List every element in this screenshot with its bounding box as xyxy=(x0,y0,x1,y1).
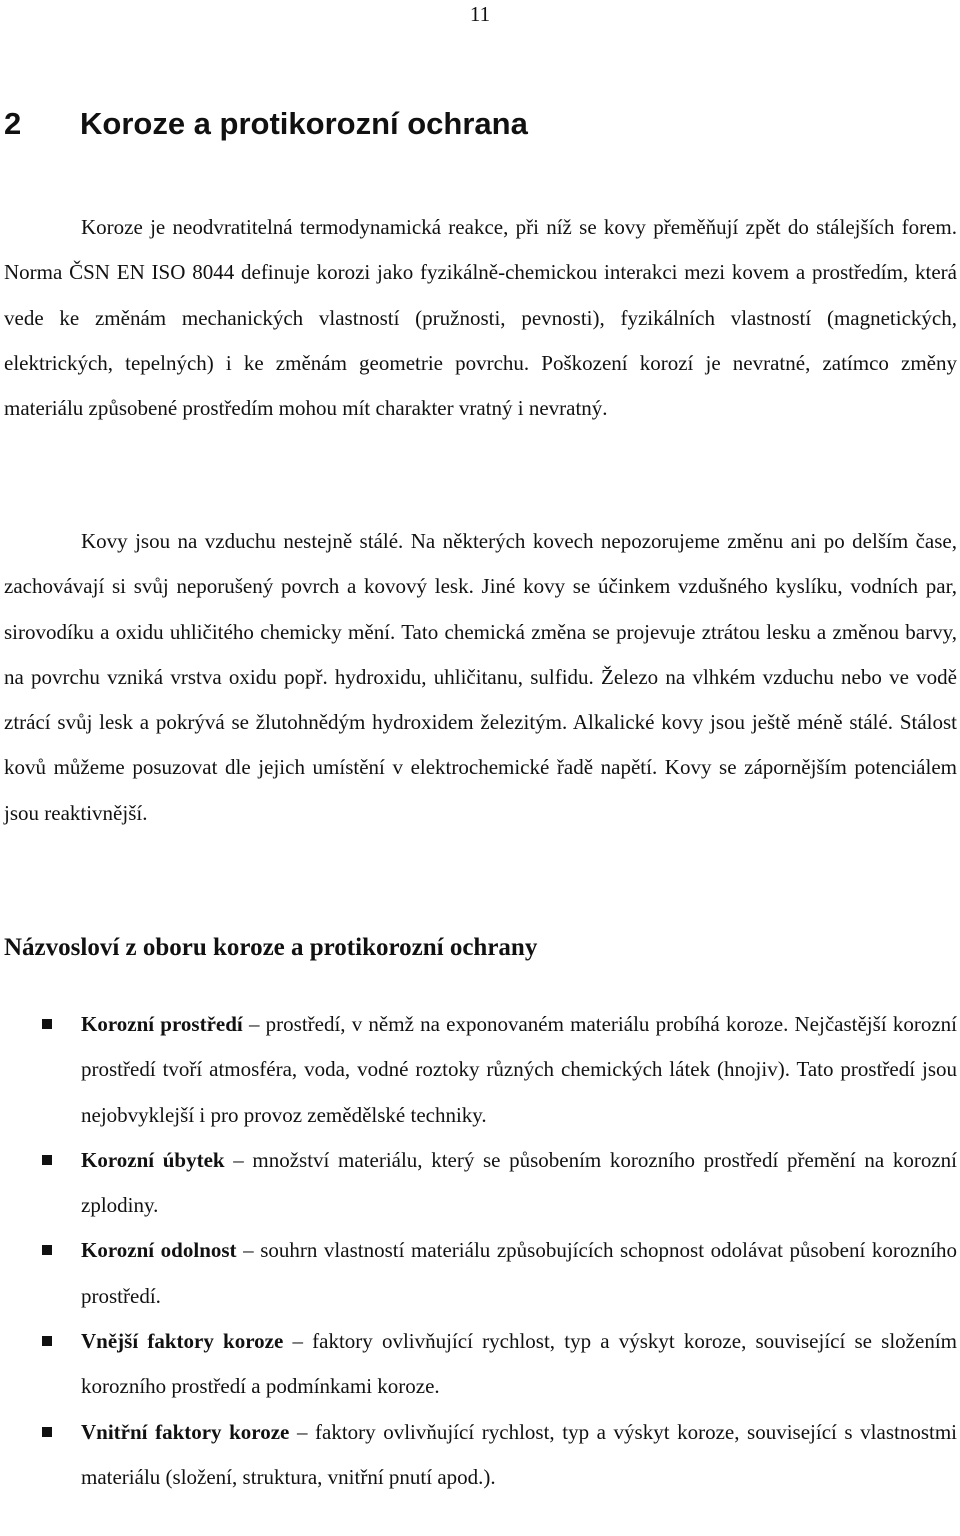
square-bullet-icon xyxy=(42,1336,52,1346)
list-item xyxy=(0,1410,960,1501)
page-number: 11 xyxy=(469,2,491,26)
term-name: Korozní úbytek xyxy=(81,1147,225,1172)
term-name: Vnitřní faktory koroze xyxy=(81,1419,290,1444)
term-definition: – souhrn vlastností materiálu způsobujících schopnost odolávat působení korozního prostředí. xyxy=(81,1238,958,1308)
square-bullet-icon xyxy=(42,1427,52,1437)
term-name: Korozní prostředí xyxy=(81,1012,243,1036)
chapter-number: 2 xyxy=(4,106,22,141)
section-heading: Názvosloví z oboru koroze a protikorozní ochrany xyxy=(4,934,538,961)
term-definition: – prostředí, v němž na exponovaném materiálu probíhá koroze. Nejčastější korozní prostředí tvoří atmosféra, voda, vodné roztoky různých chemických látek (hnojiv). Tato prostředí jsou nejobvyklejší i pro provoz zemědělské techniky. xyxy=(81,1012,957,1127)
list-item xyxy=(0,1228,960,1319)
square-bullet-icon xyxy=(42,1019,52,1029)
chapter-heading xyxy=(4,104,528,144)
body-paragraph: Kovy jsou na vzduchu nestejně stálé. Na některých kovech nepozorujeme změnu ani po delším čase, zachovávají si svůj neporušený povrch a kovový lesk. Jiné kovy se účinkem vzdušného kyslíku, vodních par, sirovodíku a oxidu uhličitého chemicky mění. Tato chemická změna se projevuje ztrátou lesku a změnou barvy, na povrchu vzniká vrstva oxidu popř. hydroxidu, uhličitanu, sulfidu. Železo na vlhkém vzduchu nebo ve vodě ztrácí svůj lesk a pokrývá se žlutohnědým hydroxidem železitým. Alkalické kovy jsou ještě méně stálé. Stálost kovů můžeme posuzovat dle jejich umístění v elektrochemické řadě napětí. Kovy se zápornějším potenciálem jsou reaktivnější. xyxy=(4,529,957,825)
term-definition: – množství materiálu, který se působením korozního prostředí přemění na korozní zplodiny. xyxy=(81,1147,958,1218)
body-paragraph: Koroze je neodvratitelná termodynamická reakce, při níž se kovy přeměňují zpět do stálejších forem. Norma ČSN EN ISO 8044 definuje korozi jako fyzikálně-chemickou interakci mezi kovem a prostředím, která vede ke změnám mechanických vlastností (pružnosti, pevnosti), fyzikálních vlastností (magnetických, elektrických, tepelných) i ke změnám geometrie povrchu. Poškození korozí je nevratné, zatímco změny materiálu způsobené prostředím mohou mít charakter vratný i nevratný. xyxy=(4,215,957,421)
term-definition: – faktory ovlivňující rychlost, typ a výskyt koroze, související se složením korozního prostředí a podmínkami koroze. xyxy=(81,1329,957,1399)
list-item xyxy=(0,1002,960,1138)
term-definition: – faktory ovlivňující rychlost, typ a výskyt koroze, související s vlastnostmi materiálu (složení, struktura, vnitřní pnutí apod.). xyxy=(81,1419,957,1489)
term-name: Korozní odolnost xyxy=(81,1238,237,1263)
chapter-title: Koroze a protikorozní ochrana xyxy=(80,106,528,141)
list-item xyxy=(0,1319,960,1410)
terminology-list xyxy=(0,1002,960,1500)
term-name: Vnější faktory koroze xyxy=(81,1329,284,1354)
list-item xyxy=(0,1138,960,1229)
square-bullet-icon xyxy=(42,1245,52,1255)
square-bullet-icon xyxy=(42,1155,52,1165)
